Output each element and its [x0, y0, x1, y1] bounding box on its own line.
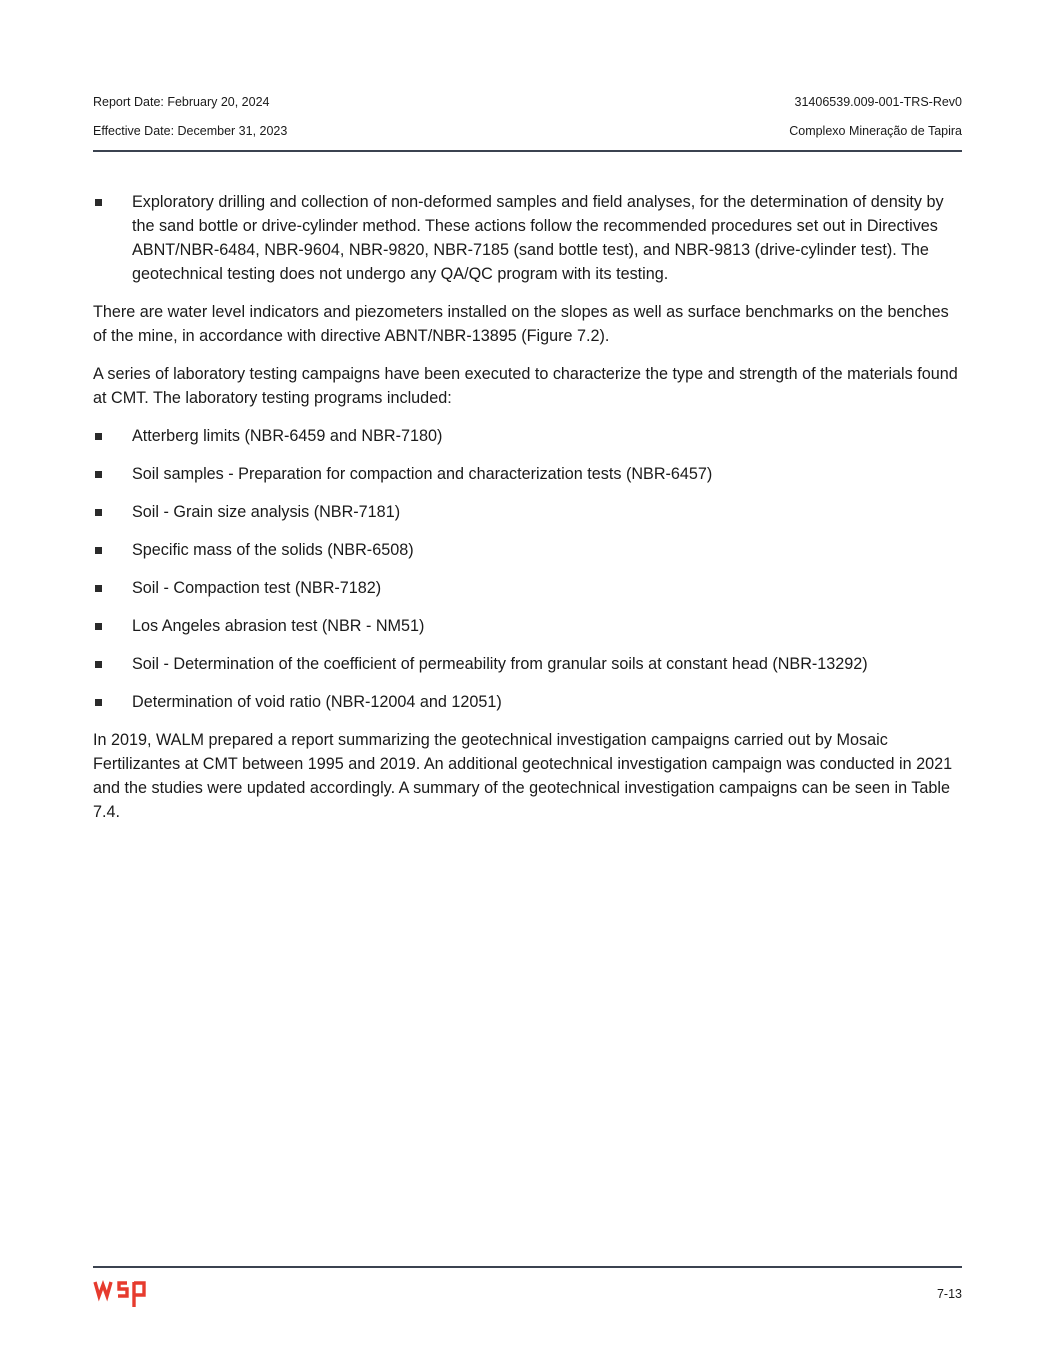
page-body — [93, 190, 962, 838]
list-item-text: Specific mass of the solids (NBR-6508) — [132, 541, 414, 559]
document-number: 31406539.009-001-TRS-Rev0 — [794, 95, 962, 109]
list-item-lab-test — [93, 500, 962, 524]
wsp-logo-icon — [93, 1276, 157, 1310]
list-item-text: Soil - Compaction test (NBR-7182) — [132, 579, 382, 597]
effective-date: Effective Date: December 31, 2023 — [93, 124, 288, 138]
list-item-lab-test — [93, 690, 962, 714]
list-item-text: Soil - Determination of the coefficient of permeability from granular soils at constant head (NBR-13292) — [132, 655, 868, 673]
list-item-lab-test — [93, 652, 962, 676]
bullet-square-icon — [95, 623, 102, 630]
list-item-lab-test — [93, 576, 962, 600]
bullet-square-icon — [95, 547, 102, 554]
list-item-text: Soil samples - Preparation for compaction and characterization tests (NBR-6457) — [132, 465, 713, 483]
bullet-square-icon — [95, 661, 102, 668]
list-item-lab-test — [93, 614, 962, 638]
bullet-square-icon — [95, 585, 102, 592]
paragraph-lab-testing: A series of laboratory testing campaigns have been executed to characterize the type and strength of the materials found at CMT. The laboratory testing programs included: — [93, 365, 958, 407]
page-number: 7-13 — [936, 1287, 962, 1301]
footer-divider — [93, 1266, 962, 1268]
project-name: Complexo Mineração de Tapira — [789, 124, 962, 138]
list-item-text: Atterberg limits (NBR-6459 and NBR-7180) — [132, 427, 443, 445]
paragraph-walm-report: In 2019, WALM prepared a report summarizing the geotechnical investigation campaigns carried out by Mosaic Fertilizantes at CMT between 1995 and 2019. An additional geotechnical investigation campaign was conducted in 2021 and the studies were updated accordingly. A summary of the geotechnical investigation campaigns can be seen in Table 7.4. — [93, 731, 953, 821]
bullet-square-icon — [95, 433, 102, 440]
bullet-text: Exploratory drilling and collection of non-deformed samples and field analyses, for the determination of density by the sand bottle or drive-cylinder method. These actions follow the recommended procedures set out in Directives ABNT/NBR-6484, NBR-9604, NBR-9820, NBR-7185 (sand bottle test), and NBR-9813 (drive-cylinder test). The geotechnical testing does not undergo any QA/QC program with its testing. — [132, 193, 944, 283]
bullet-square-icon — [95, 471, 102, 478]
list-item-lab-test — [93, 462, 962, 486]
list-item-lab-test — [93, 538, 962, 562]
paragraph-instruments: There are water level indicators and piezometers installed on the slopes as well as surface benchmarks on the benches of the mine, in accordance with directive ABNT/NBR-13895 (Figure 7.2). — [93, 303, 949, 345]
bullet-square-icon — [95, 199, 102, 206]
page-header — [93, 92, 962, 152]
list-item-text: Determination of void ratio (NBR-12004 and 12051) — [132, 693, 502, 711]
list-item-text: Soil - Grain size analysis (NBR-7181) — [132, 503, 401, 521]
bullet-exploratory-drilling — [93, 190, 962, 286]
list-item-text: Los Angeles abrasion test (NBR - NM51) — [132, 617, 425, 635]
bullet-square-icon — [95, 509, 102, 516]
report-date: Report Date: February 20, 2024 — [93, 95, 270, 109]
bullet-square-icon — [95, 699, 102, 706]
list-item-lab-test — [93, 424, 962, 448]
